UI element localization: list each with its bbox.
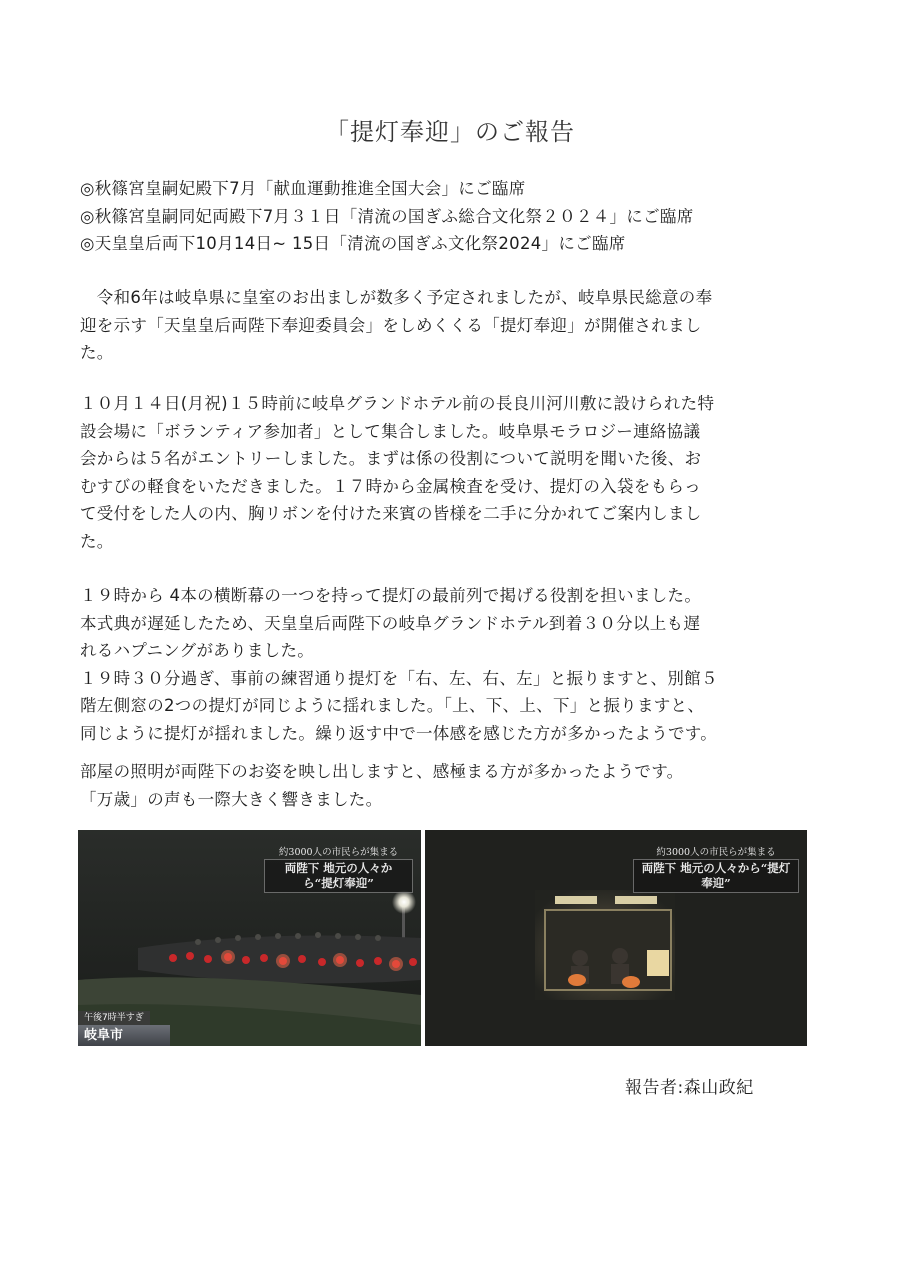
- text-line: 設会場に「ボランティア参加者」として集合しました。岐阜県モラロジー連絡協議: [80, 421, 701, 441]
- text-line: 部屋の照明が両陛下のお姿を映し出しますと、感極まる方が多かったようです。: [80, 762, 684, 781]
- text-line: 令和6年は岐阜県に皇室のお出ましが数多く予定されましたが、岐阜県民総意の奉: [80, 288, 713, 307]
- text-line: 会からは５名がエントリーしました。まずは係の役割について説明を聞いた後、お: [80, 449, 702, 468]
- time-label: 午後7時半すぎ: [78, 1011, 150, 1025]
- caption-subtitle: 約3000人の市民らが集まる: [278, 847, 399, 858]
- text-line: れるハプニングがありました。: [80, 641, 315, 660]
- reporter-signature: 報告者:森山政紀: [625, 1078, 754, 1098]
- event-item: ◎秋篠宮皇嗣同妃両殿下7月３１日「清流の国ぎふ総合文化祭２０２４」にご臨席: [80, 206, 694, 226]
- intro-paragraph: [80, 284, 820, 367]
- ceremony-paragraph: [80, 582, 820, 747]
- text-line: 本式典が遅延したため、天皇皇后両陛下の岐阜グランドホテル到着３０分以上も遅: [80, 613, 701, 633]
- text-line: た。: [80, 343, 114, 362]
- caption-subtitle: 約3000人の市民らが集まる: [656, 847, 776, 858]
- news-caption: [256, 845, 421, 896]
- crowd-photo: [78, 830, 421, 1046]
- text-line: 階左側窓の2つの提灯が同じように揺れました。「上、下、上、下」と振りますと、: [80, 696, 705, 715]
- location-badge: [78, 1011, 170, 1046]
- text-line: 迎を示す「天皇皇后両陛下奉迎委員会」をしめくくる「提灯奉迎」が開催されまし: [80, 315, 702, 335]
- text-line: むすびの軽食をいただきました。１７時から金属検査を受け、提灯の入袋をもらっ: [80, 476, 701, 496]
- event-item: ◎天皇皇后両下10月14日~ 15日「清流の国ぎふ文化祭2024」にご臨席: [80, 234, 626, 253]
- page-title: 「提灯奉迎」のご報告: [325, 118, 575, 146]
- text-line: １０月１４日(月祝)１５時前に岐阜グランドホテル前の長良川河川敷に設けられた特: [80, 394, 715, 413]
- text-line: 同じように提灯が揺れました。繰り返す中で一体感を感じた方が多かったようです。: [80, 723, 718, 743]
- text-line: 「万歳」の声も一際大きく響きました。: [80, 789, 383, 809]
- city-label: 岐阜市: [78, 1025, 170, 1046]
- news-caption: [625, 845, 807, 896]
- text-line: て受付をした人の内、胸リボンを付けた来賓の皆様を二手に分かれてご案内しまし: [80, 504, 702, 523]
- caption-headline: 両陛下 地元の人々から“提灯奉迎”: [264, 859, 413, 893]
- caption-headline: 両陛下 地元の人々から“提灯奉迎”: [633, 859, 799, 893]
- gathering-paragraph: [80, 390, 820, 555]
- text-line: １９時から 4本の横断幕の一つを持って提灯の最前列で掲げる役割を担いました。: [80, 586, 702, 605]
- text-line: １９時３０分過ぎ、事前の練習通り提灯を「右、左、右、左」と振りますと、別館５: [80, 668, 718, 688]
- text-line: た。: [80, 531, 114, 551]
- event-item: ◎秋篠宮皇嗣妃殿下7月「献血運動推進全国大会」にご臨席: [80, 179, 526, 198]
- closing-paragraph: [80, 758, 820, 813]
- event-list: [80, 175, 820, 258]
- window-photo: [425, 830, 807, 1046]
